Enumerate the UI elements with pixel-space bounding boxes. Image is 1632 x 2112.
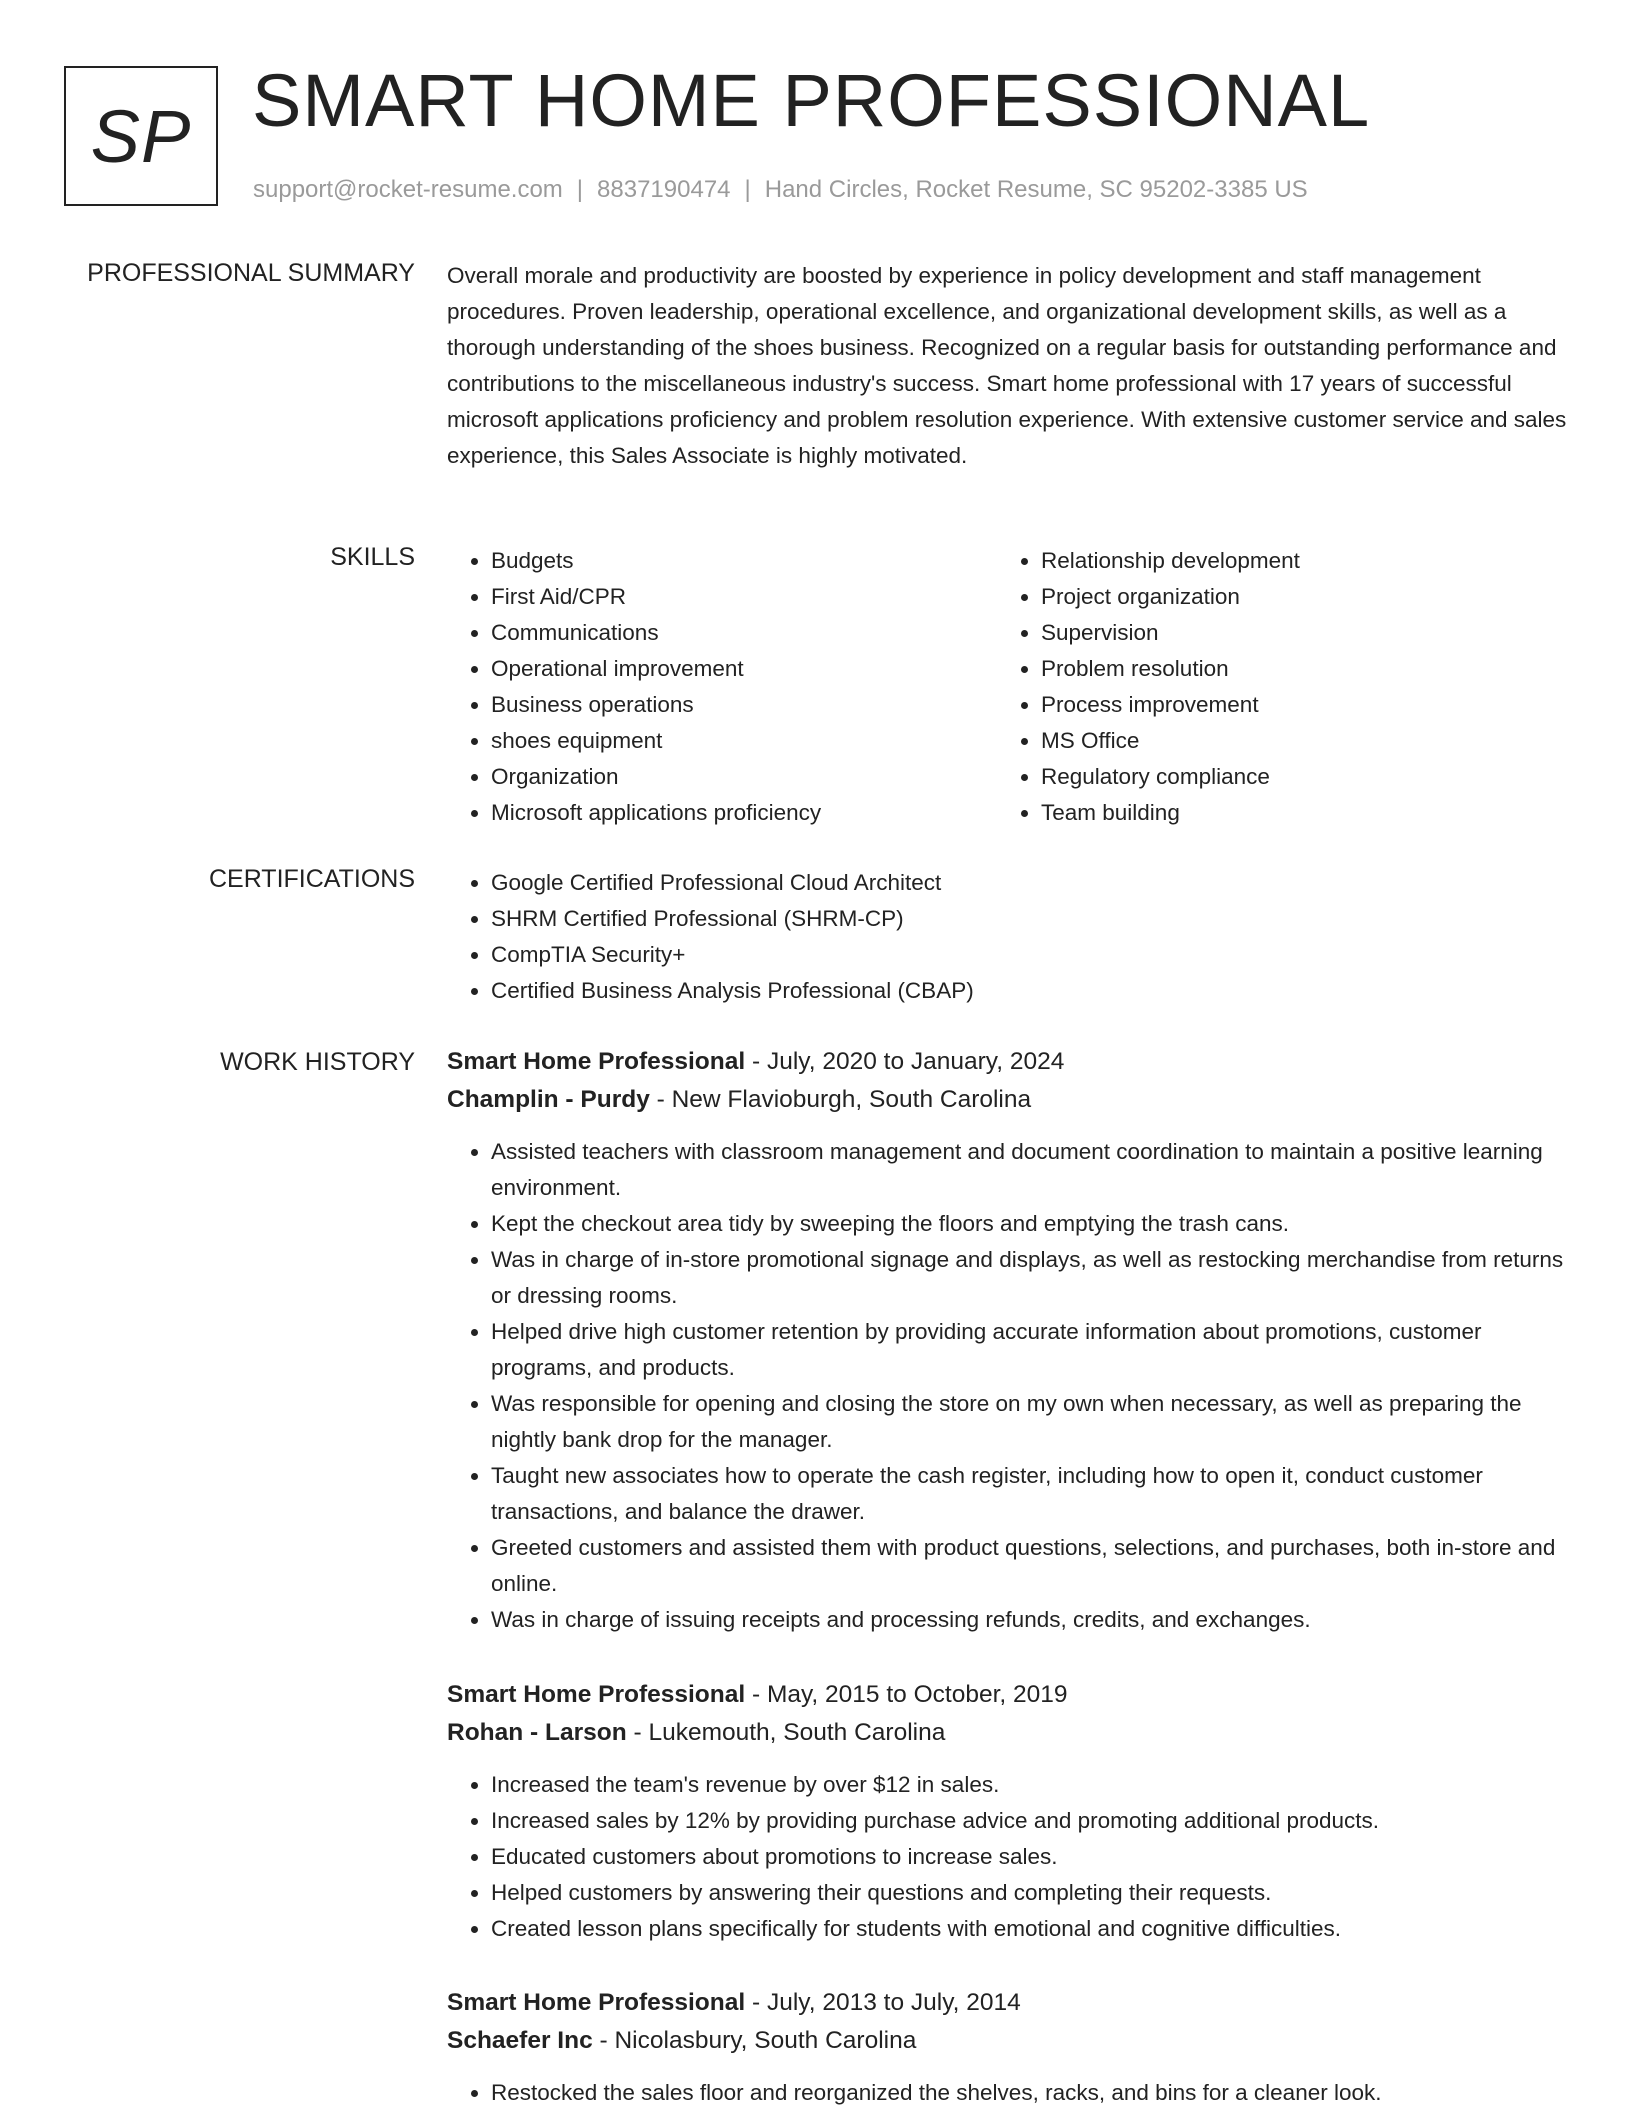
job-duties-list [447, 1767, 1567, 1947]
skill-item: • Business operations [491, 687, 967, 723]
skill-item: • Budgets [491, 543, 967, 579]
skill-item: • MS Office [1041, 723, 1517, 759]
certifications-block [447, 865, 1567, 1009]
job-dates: - July, 2013 to July, 2014 [745, 1989, 1021, 2016]
job-entry [447, 1043, 1567, 1638]
job-duty-item: • Created lesson plans specifically for students with emotional and cognitive difficulties. [491, 1911, 1567, 1947]
job-duty-item: • Increased the team's revenue by over $12 in sales. [491, 1767, 1567, 1803]
job-duty-item: • Was responsible for opening and closing the store on my own when necessary, as well as preparing the nightly bank drop for the manager. [491, 1386, 1567, 1458]
contact-line [253, 174, 1308, 206]
section-label-certifications: CERTIFICATIONS [208, 865, 415, 893]
job-entry [447, 1676, 1567, 1947]
skill-item: • Communications [491, 615, 967, 651]
job-company: Schaefer Inc [447, 2027, 593, 2054]
job-location: - Nicolasbury, South Carolina [592, 2027, 917, 2054]
job-duty-item: • Restocked the sales floor and reorganized the shelves, racks, and bins for a cleaner look. [491, 2075, 1567, 2111]
job-duty-item: • Was in charge of in-store promotional signage and displays, as well as restocking merchandise from returns or dressing rooms. [491, 1242, 1567, 1314]
job-duty-item: • Was in charge of issuing receipts and processing refunds, credits, and exchanges. [491, 1602, 1567, 1638]
skill-item: • Supervision [1041, 615, 1517, 651]
skills-list-left [447, 543, 967, 831]
job-duty-item: • Increased sales by 12% by providing purchase advice and promoting additional products. [491, 1803, 1567, 1839]
certification-item: • Google Certified Professional Cloud Architect [491, 865, 1567, 901]
skill-item: • Organization [491, 759, 967, 795]
section-label-work-history: WORK HISTORY [220, 1048, 415, 1076]
summary-text: Overall morale and productivity are boosted by experience in policy development and staff management procedures. Proven leadership, operational excellence, and organizational development skills, as well as a thorough understanding of the shoes business. Recognized on a regular basis for outstanding performance and contributions to the miscellaneous industry's success. Smart home professional with 17 years of successful microsoft applications proficiency and problem resolution experience. With extensive customer service and sales experience, this Sales Associate is highly motivated. [447, 263, 1567, 468]
job-duty-item: • Helped drive high customer retention by providing accurate information about promotions, customer programs, and products. [491, 1314, 1567, 1386]
job-duties-list [447, 1134, 1567, 1638]
job-entry [447, 1984, 1567, 2111]
skill-item: • Microsoft applications proficiency [491, 795, 967, 831]
job-title: Smart Home Professional [447, 1681, 746, 1708]
skills-list-right [997, 543, 1517, 831]
certification-item: • CompTIA Security+ [491, 937, 1567, 973]
job-title-line [447, 1984, 1567, 2022]
job-location: - New Flavioburgh, South Carolina [649, 1086, 1032, 1113]
section-label-summary: PROFESSIONAL SUMMARY [87, 259, 415, 287]
section-label-skills: SKILLS [330, 543, 415, 571]
job-company: Champlin - Purdy [447, 1086, 650, 1113]
job-company-line [447, 1081, 1567, 1119]
skill-item: • Relationship development [1041, 543, 1517, 579]
job-dates: - July, 2020 to January, 2024 [745, 1048, 1065, 1075]
job-location: - Lukemouth, South Carolina [626, 1719, 946, 1746]
skill-item: • Team building [1041, 795, 1517, 831]
skills-column-right [997, 543, 1517, 831]
job-company-line [447, 2022, 1567, 2060]
job-company-line [447, 1714, 1567, 1752]
certifications-list [447, 865, 1567, 1009]
contact-phone: 8837190474 [597, 176, 731, 203]
job-title-line [447, 1043, 1567, 1081]
contact-separator: | [576, 176, 584, 203]
certification-item: • Certified Business Analysis Professional (CBAP) [491, 973, 1567, 1009]
skills-column-left [447, 543, 967, 831]
skill-item: • Process improvement [1041, 687, 1517, 723]
job-duty-item: • Assisted teachers with classroom management and document coordination to maintain a positive learning environment. [491, 1134, 1567, 1206]
skill-item: • First Aid/CPR [491, 579, 967, 615]
contact-address: Hand Circles, Rocket Resume, SC 95202-3385 US [764, 176, 1308, 203]
job-duties-list [447, 2075, 1567, 2111]
job-title-line [447, 1676, 1567, 1714]
job-dates: - May, 2015 to October, 2019 [745, 1681, 1068, 1708]
skill-item: • Problem resolution [1041, 651, 1517, 687]
job-title: Smart Home Professional [447, 1989, 746, 2016]
skill-item: • Operational improvement [491, 651, 967, 687]
job-company: Rohan - Larson [447, 1719, 627, 1746]
job-duty-item: • Taught new associates how to operate the cash register, including how to open it, conduct customer transactions, and balance the drawer. [491, 1458, 1567, 1530]
skill-item: • Regulatory compliance [1041, 759, 1517, 795]
certification-item: • SHRM Certified Professional (SHRM-CP) [491, 901, 1567, 937]
skill-item: • shoes equipment [491, 723, 967, 759]
job-duty-item: • Educated customers about promotions to increase sales. [491, 1839, 1567, 1875]
contact-separator: | [744, 176, 751, 203]
job-duty-item: • Kept the checkout area tidy by sweeping the floors and emptying the trash cans. [491, 1206, 1567, 1242]
skill-item: • Project organization [1041, 579, 1517, 615]
job-duty-item: • Helped customers by answering their questions and completing their requests. [491, 1875, 1567, 1911]
monogram-logo: SP [64, 66, 218, 206]
job-duty-item: • Greeted customers and assisted them with product questions, selections, and purchases, both in-store and online. [491, 1530, 1567, 1602]
job-title: Smart Home Professional [447, 1048, 746, 1075]
candidate-name: SMART HOME PROFESSIONAL [252, 59, 1371, 142]
contact-email: support@rocket-resume.com [253, 176, 563, 203]
